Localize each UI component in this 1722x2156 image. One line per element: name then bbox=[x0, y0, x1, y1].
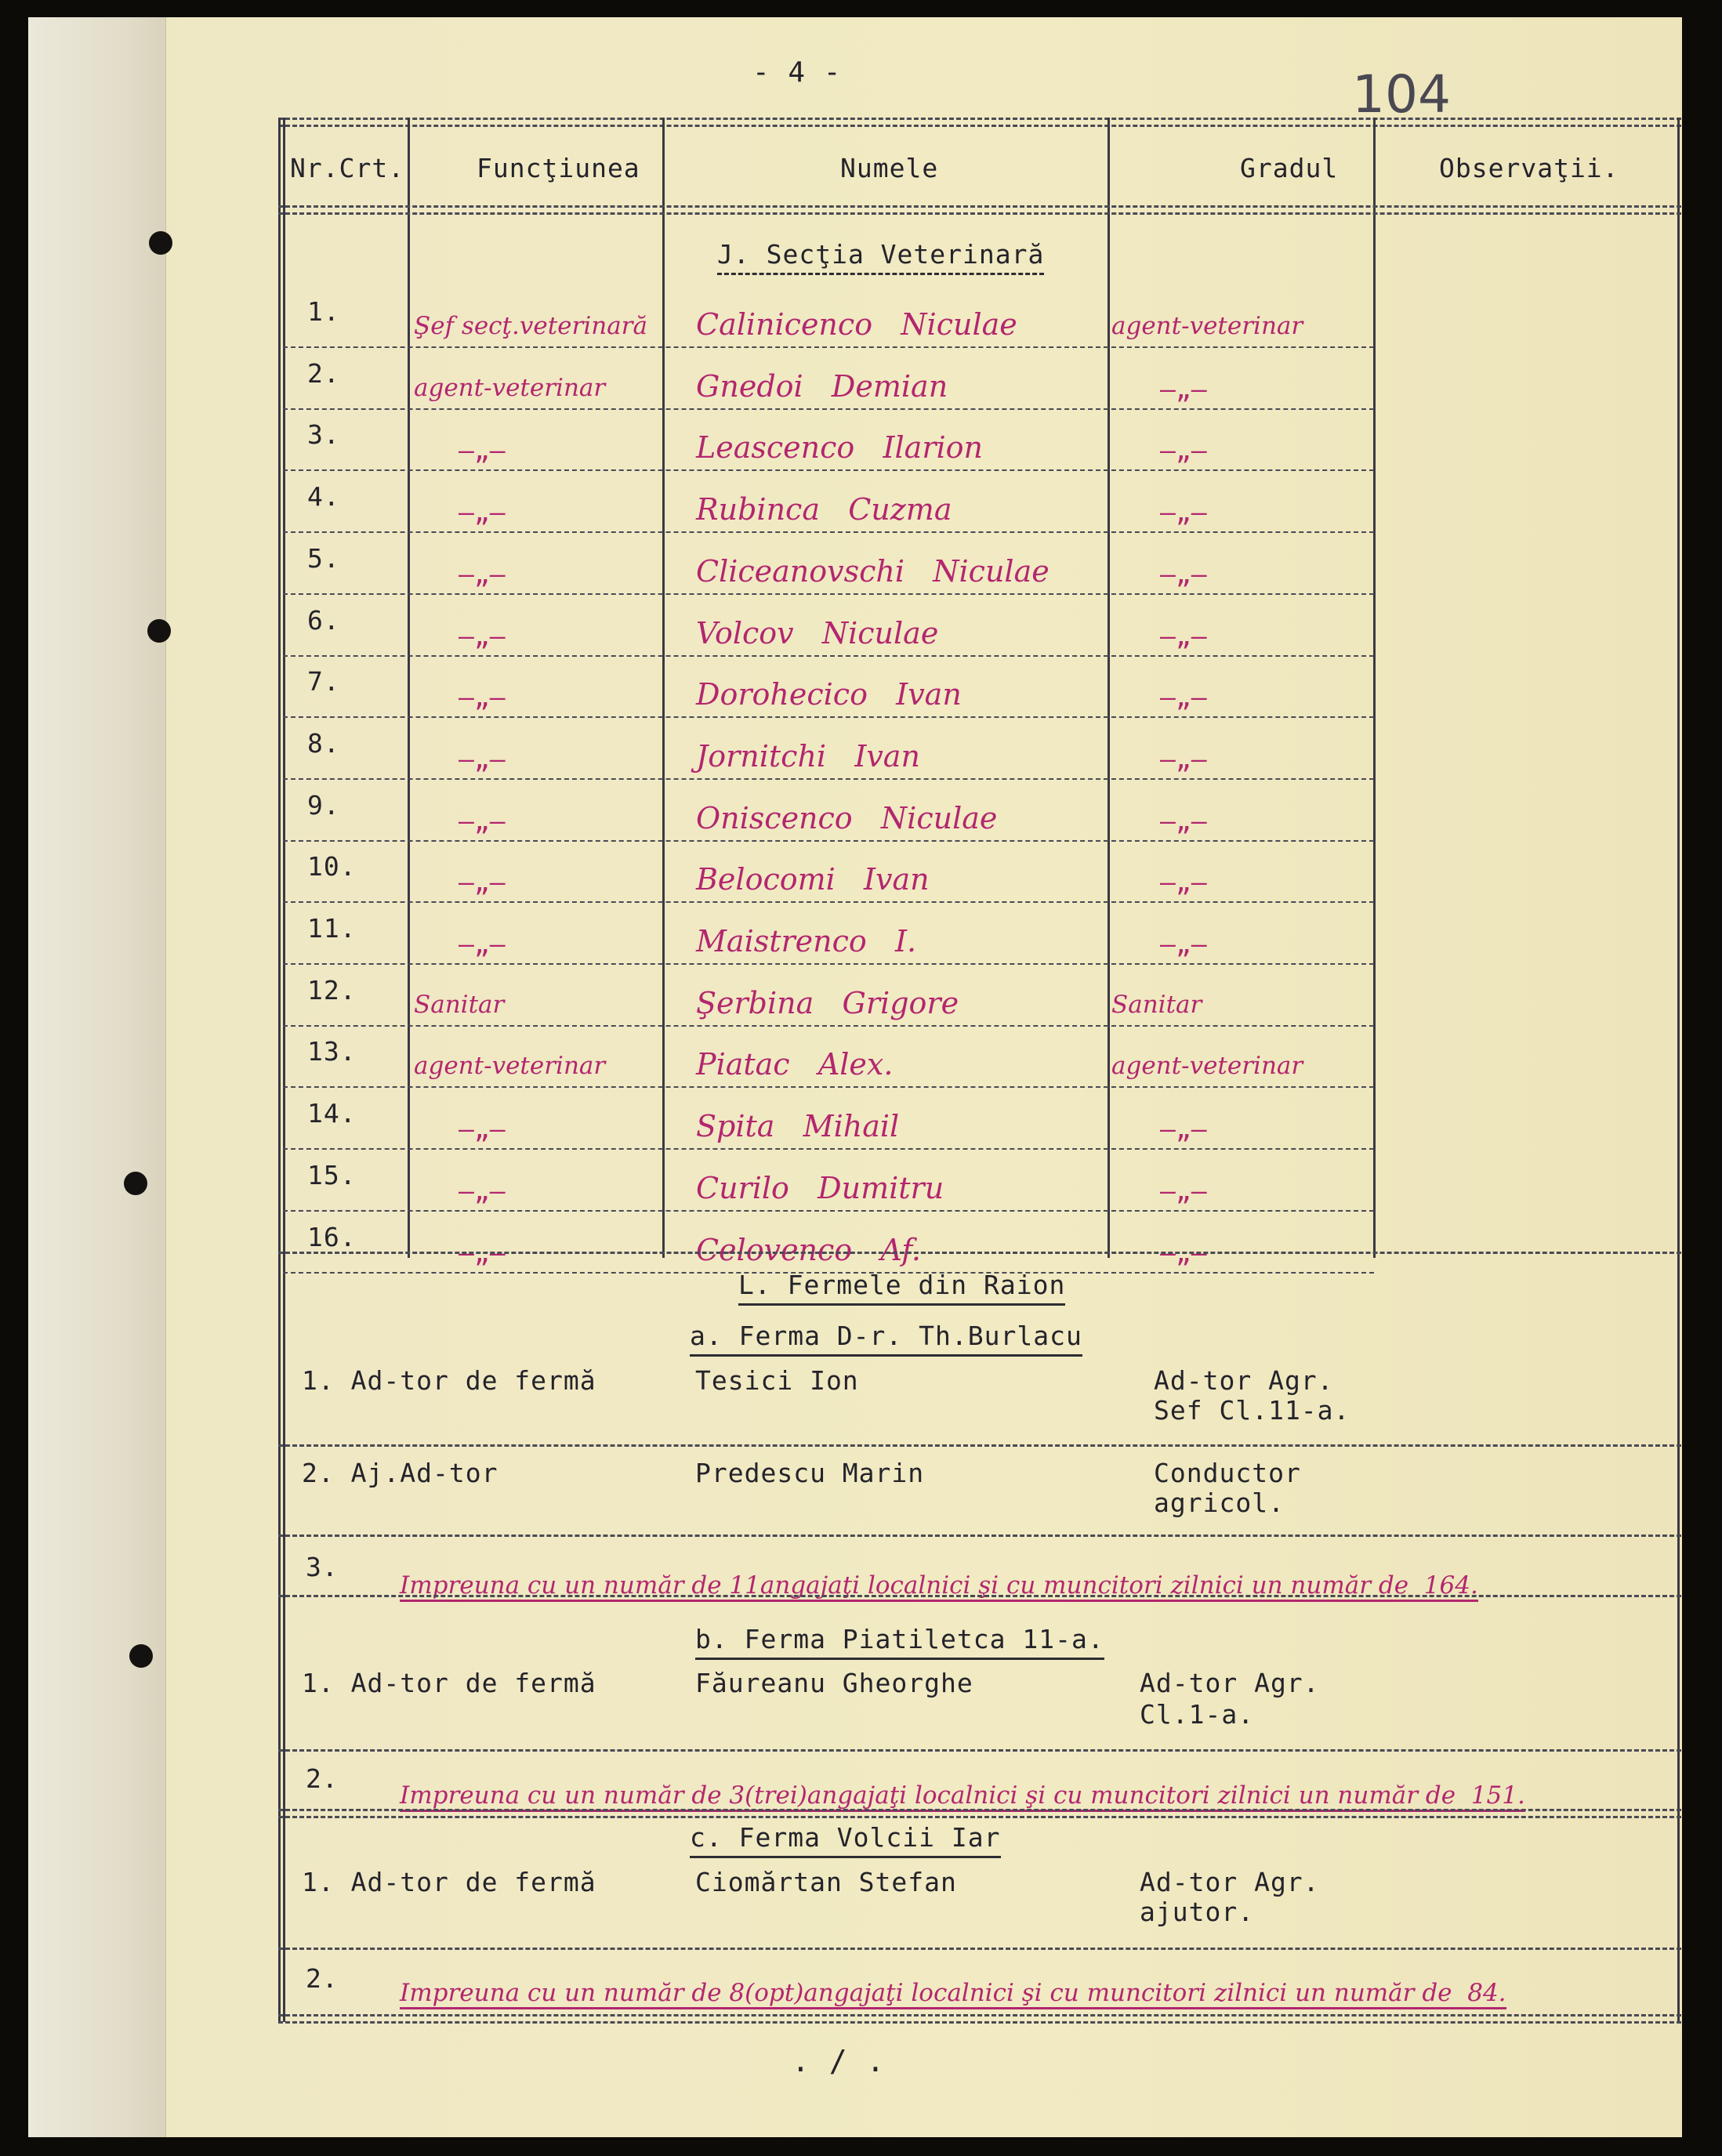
row-rule bbox=[283, 901, 1374, 903]
farm-a-r3-nr: 3. bbox=[306, 1552, 339, 1582]
row-functiunea: —„— bbox=[459, 682, 506, 712]
row-gradul: —„— bbox=[1160, 497, 1207, 527]
row-numele: Calinicenco Niculae bbox=[696, 307, 1017, 342]
row-number: 11. bbox=[307, 913, 357, 944]
farm-a-rule-2 bbox=[278, 1535, 1681, 1537]
row-functiunea: Şef secţ.veterinară bbox=[414, 312, 647, 340]
row-numele: Curilo Dumitru bbox=[696, 1171, 944, 1205]
row-gradul: —„— bbox=[1160, 929, 1207, 959]
row-numele: Şerbina Grigore bbox=[696, 986, 959, 1020]
row-functiunea: Sanitar bbox=[414, 991, 505, 1019]
row-numele: Gnedoi Demian bbox=[696, 369, 948, 404]
farm-c-r1-grad1: Ad-tor Agr. bbox=[1140, 1867, 1320, 1897]
row-number: 7. bbox=[307, 666, 340, 697]
farm-c-r1-grad2: ajutor. bbox=[1140, 1897, 1255, 1927]
row-functiunea: —„— bbox=[459, 1176, 506, 1206]
farm-b-r1-grad1: Ad-tor Agr. bbox=[1140, 1668, 1320, 1698]
farm-b-r1-nume: Făureanu Gheorghe bbox=[695, 1668, 973, 1698]
farm-a-r2-nume: Predescu Marin bbox=[695, 1458, 925, 1488]
farm-c-r2-text: Impreuna cu un număr de 8(opt)angajaţi localnici şi cu muncitori zilnici un număr de 84. bbox=[400, 1979, 1506, 2009]
row-numele: Piatac Alex. bbox=[696, 1047, 894, 1082]
punch-hole bbox=[149, 231, 172, 255]
row-functiunea: agent-veterinar bbox=[414, 1052, 606, 1080]
row-rule bbox=[283, 531, 1374, 533]
table-left-border-inner bbox=[283, 118, 285, 2022]
row-rule bbox=[283, 1025, 1374, 1027]
row-numele: Celovenco Af. bbox=[696, 1233, 921, 1267]
row-number: 16. bbox=[307, 1222, 357, 1252]
row-gradul: —„— bbox=[1160, 1176, 1207, 1206]
row-numele: Belocomi Ivan bbox=[696, 862, 930, 897]
row-number: 1. bbox=[307, 296, 340, 327]
row-rule bbox=[283, 346, 1374, 348]
farm-a-r2-grad2: agricol. bbox=[1154, 1487, 1285, 1518]
row-number: 8. bbox=[307, 728, 340, 759]
row-rule bbox=[283, 840, 1374, 842]
row-number: 6. bbox=[307, 605, 340, 636]
row-gradul: Sanitar bbox=[1111, 991, 1202, 1019]
farm-a-rule-1 bbox=[278, 1444, 1681, 1447]
row-number: 14. bbox=[307, 1098, 357, 1129]
farm-c-r2-nr: 2. bbox=[306, 1963, 339, 1994]
punch-hole bbox=[147, 619, 171, 643]
farm-b-rule-2 bbox=[278, 1809, 1681, 1818]
header-gradul: Gradul bbox=[1240, 153, 1339, 183]
row-gradul: —„— bbox=[1160, 806, 1207, 836]
row-gradul: —„— bbox=[1160, 621, 1207, 651]
row-numele: Leascenco Ilarion bbox=[696, 430, 984, 465]
row-number: 4. bbox=[307, 481, 340, 512]
row-functiunea: —„— bbox=[459, 806, 506, 836]
row-functiunea: —„— bbox=[459, 435, 506, 466]
row-rule bbox=[283, 1086, 1374, 1088]
farm-c-r1-nume: Ciomărtan Stefan bbox=[695, 1867, 957, 1897]
row-functiunea: —„— bbox=[459, 497, 506, 527]
row-rule bbox=[283, 655, 1374, 657]
farm-c-title: c. Ferma Volcii Iar bbox=[690, 1822, 1001, 1853]
header-functiunea: Funcţiunea bbox=[477, 153, 640, 183]
row-functiunea: —„— bbox=[459, 559, 506, 589]
farm-a-r2-grad1: Conductor bbox=[1154, 1458, 1301, 1488]
row-functiunea: —„— bbox=[459, 867, 506, 897]
row-numele: Cliceanovschi Niculae bbox=[696, 554, 1050, 589]
footer-mark: . / . bbox=[792, 2044, 886, 2078]
row-gradul: —„— bbox=[1160, 559, 1207, 589]
row-gradul: —„— bbox=[1160, 744, 1207, 774]
farm-b-title: b. Ferma Piatiletca 11-a. bbox=[695, 1624, 1104, 1654]
row-numele: Dorohecico Ivan bbox=[696, 677, 962, 712]
farm-b-rule-1 bbox=[278, 1749, 1681, 1752]
farm-c-rule-1 bbox=[278, 1948, 1681, 1950]
table-top-rule bbox=[278, 118, 1681, 127]
table-right-border bbox=[1677, 118, 1680, 2022]
row-gradul: —„— bbox=[1160, 374, 1207, 404]
row-rule bbox=[283, 716, 1374, 718]
row-functiunea: —„— bbox=[459, 621, 506, 651]
farm-b-r1-nr-fun: 1. Ad-tor de fermă bbox=[302, 1668, 596, 1698]
farm-c-r1-nr-fun: 1. Ad-tor de fermă bbox=[302, 1867, 596, 1897]
row-number: 12. bbox=[307, 975, 357, 1006]
farm-a-r1-grad1: Ad-tor Agr. bbox=[1154, 1365, 1334, 1396]
header-observatii: Observaţii. bbox=[1439, 153, 1619, 183]
row-number: 3. bbox=[307, 419, 340, 450]
farm-a-title: a. Ferma D-r. Th.Burlacu bbox=[690, 1321, 1082, 1351]
row-gradul: agent-veterinar bbox=[1111, 1052, 1303, 1080]
header-bottom-rule bbox=[278, 205, 1681, 215]
folio-number: 104 bbox=[1352, 64, 1451, 125]
header-nr: Nr.Crt. bbox=[290, 153, 405, 183]
row-rule bbox=[283, 963, 1374, 965]
row-number: 15. bbox=[307, 1160, 357, 1190]
binding-strip bbox=[28, 17, 166, 2137]
row-rule bbox=[283, 1148, 1374, 1150]
row-rule bbox=[283, 408, 1374, 410]
row-rule bbox=[283, 778, 1374, 780]
section-j-title: J. Secţia Veterinară bbox=[717, 239, 1044, 270]
farm-b-r2-nr: 2. bbox=[306, 1763, 339, 1794]
row-numele: Volcov Niculae bbox=[696, 616, 939, 650]
row-numele: Maistrenco I. bbox=[696, 924, 917, 958]
farm-a-r1-nr-fun: 1. Ad-tor de fermă bbox=[302, 1365, 596, 1396]
row-gradul: agent-veterinar bbox=[1111, 312, 1303, 340]
header-numele: Numele bbox=[840, 153, 939, 183]
farm-a-r1-nume: Tesici Ion bbox=[695, 1365, 859, 1396]
row-rule bbox=[283, 1210, 1374, 1212]
section-l-title: L. Fermele din Raion bbox=[738, 1270, 1065, 1300]
row-gradul: —„— bbox=[1160, 435, 1207, 466]
page-number: - 4 - bbox=[752, 56, 842, 89]
row-numele: Jornitchi Ivan bbox=[696, 739, 920, 774]
farm-a-r3-text: Impreuna cu un număr de 11angajaţi localnici şi cu muncitori zilnici un număr de 164. bbox=[400, 1571, 1478, 1602]
row-number: 5. bbox=[307, 543, 340, 574]
row-functiunea: —„— bbox=[459, 1237, 506, 1268]
section-j-bottom-rule bbox=[278, 1252, 1681, 1254]
row-gradul: —„— bbox=[1160, 682, 1207, 712]
row-gradul: —„— bbox=[1160, 867, 1207, 897]
row-numele: Oniscenco Niculae bbox=[696, 801, 998, 835]
farm-b-r2-text: Impreuna cu un număr de 3(trei)angajaţi localnici şi cu muncitori zilnici un număr de 151. bbox=[400, 1781, 1525, 1812]
row-rule bbox=[283, 469, 1374, 471]
row-numele: Spita Mihail bbox=[696, 1109, 900, 1143]
farm-a-rule-3 bbox=[278, 1595, 1681, 1597]
punch-hole bbox=[124, 1172, 147, 1195]
row-gradul: —„— bbox=[1160, 1237, 1207, 1268]
table-bottom-rule bbox=[278, 2014, 1681, 2024]
row-rule bbox=[283, 593, 1374, 595]
row-number: 10. bbox=[307, 851, 357, 882]
row-number: 9. bbox=[307, 790, 340, 821]
row-numele: Rubinca Cuzma bbox=[696, 492, 952, 527]
farm-b-r1-grad2: Cl.1-a. bbox=[1140, 1699, 1255, 1730]
farm-a-r1-grad2: Sef Cl.11-a. bbox=[1154, 1395, 1350, 1426]
row-number: 13. bbox=[307, 1036, 357, 1067]
row-functiunea: agent-veterinar bbox=[414, 374, 606, 402]
table-left-border bbox=[278, 118, 281, 2022]
row-number: 2. bbox=[307, 358, 340, 389]
row-functiunea: —„— bbox=[459, 1114, 506, 1144]
farm-a-r2-nr-fun: 2. Aj.Ad-tor bbox=[302, 1458, 498, 1488]
row-gradul: —„— bbox=[1160, 1114, 1207, 1144]
punch-hole bbox=[129, 1644, 153, 1668]
row-functiunea: —„— bbox=[459, 744, 506, 774]
row-functiunea: —„— bbox=[459, 929, 506, 959]
